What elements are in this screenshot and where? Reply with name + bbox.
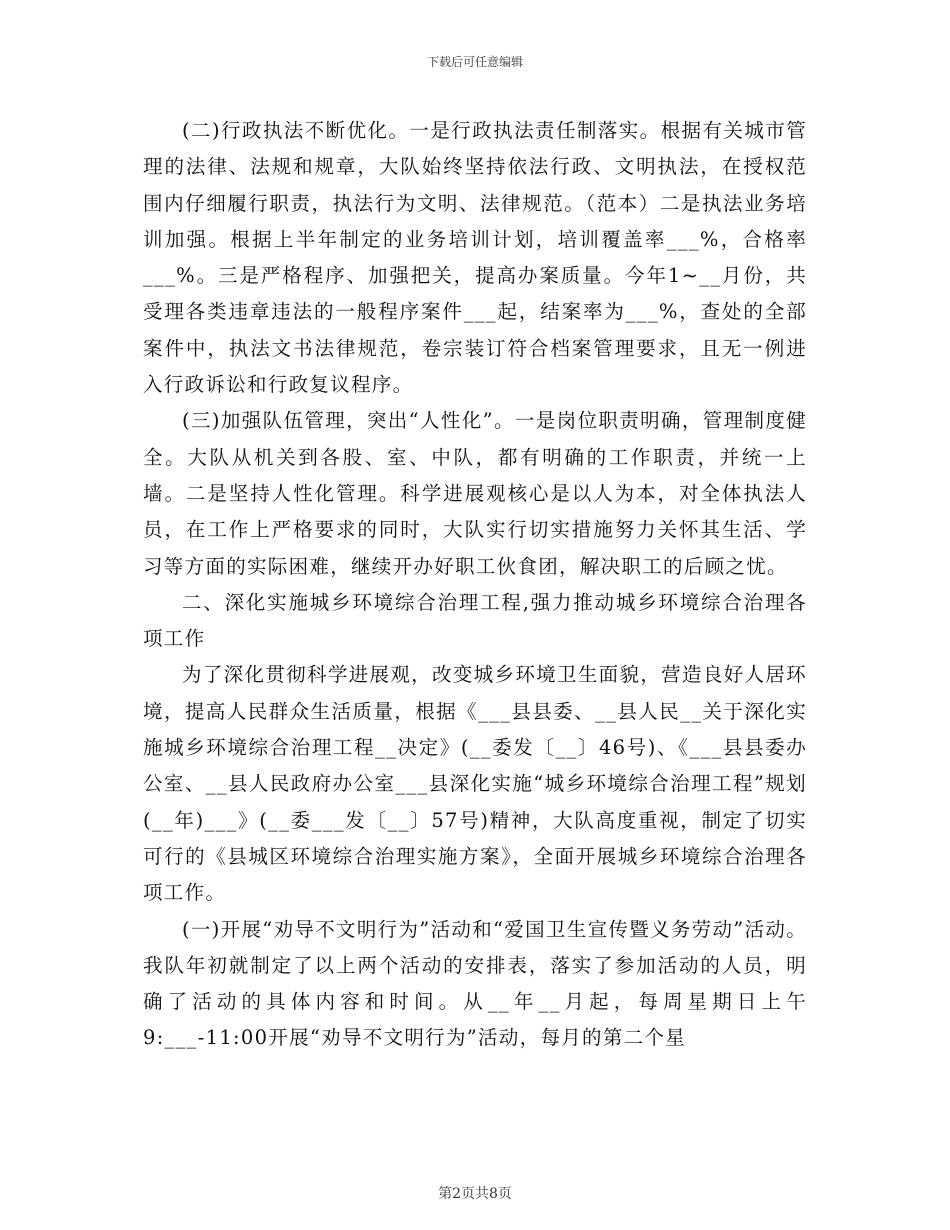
paragraph-team-management: (三)加强队伍管理，突出“人性化”。一是岗位职责明确，管理制度健全。大队从机关到各股、室、中队，都有明确的工作职责，并统一上墙。二是坚持人性化管理。科学进展观核心是以人为本，对全体执法人员，在工作上严格要求的同时，大队实行切实措施努力关怀其生活、学习等方面的实际困难，继续开办好职工伙食团，解决职工的后顾之忧。 bbox=[143, 409, 807, 578]
section-heading-environment: 二、深化实施城乡环境综合治理工程,强力推动城乡环境综合治理各项工作 bbox=[143, 590, 807, 651]
paragraph-admin-enforcement: (二)行政执法不断优化。一是行政执法责任制落实。根据有关城市管理的法律、法规和规章，大队始终坚持依法行政、文明执法，在授权范围内仔细履行职责，执法行为文明、法律规范。（范本）二是执法业务培训加强。根据上半年制定的业务培训计划，培训覆盖率___%，合格率___%。三是严格程序、加强把关，提高办案质量。今年1~__月份，共受理各类违章违法的一般程序案件___起，结案率为___%，查处的全部案件中，执法文书法律规范，卷宗装订符合档案管理要求，且无一例进入行政诉讼和行政复议程序。 bbox=[143, 119, 807, 397]
paragraph-environment-implementation: 为了深化贯彻科学进展观，改变城乡环境卫生面貌，营造良好人居环境，提高人民群众生活质量，根据《___县县委、__县人民__关于深化实施城乡环境综合治理工程__决定》(__委发〔__〕46号)、《___县县委办公室、__县人民政府办公室___县深化实施“城乡环境综合治理工程”规划(__年)___》(__委___发〔__〕57号)精神，大队高度重视，制定了切实可行的《县城区环境综合治理实施方案》，全面开展城乡环境综合治理各项工作。 bbox=[143, 663, 807, 905]
page-number: 第2页共8页 bbox=[438, 1186, 512, 1202]
page-header-note: 下载后可任意编辑 bbox=[426, 55, 523, 69]
document-body bbox=[143, 113, 807, 1057]
paragraph-activities: (一)开展“劝导不文明行为”活动和“爱国卫生宣传暨义务劳动”活动。我队年初就制定了以上两个活动的安排表，落实了参加活动的人员，明确了活动的具体内容和时间。从__年__月起，每周星期日上午9:___-11:00开展“劝导不文明行为”活动，每月的第二个星 bbox=[143, 917, 807, 1050]
